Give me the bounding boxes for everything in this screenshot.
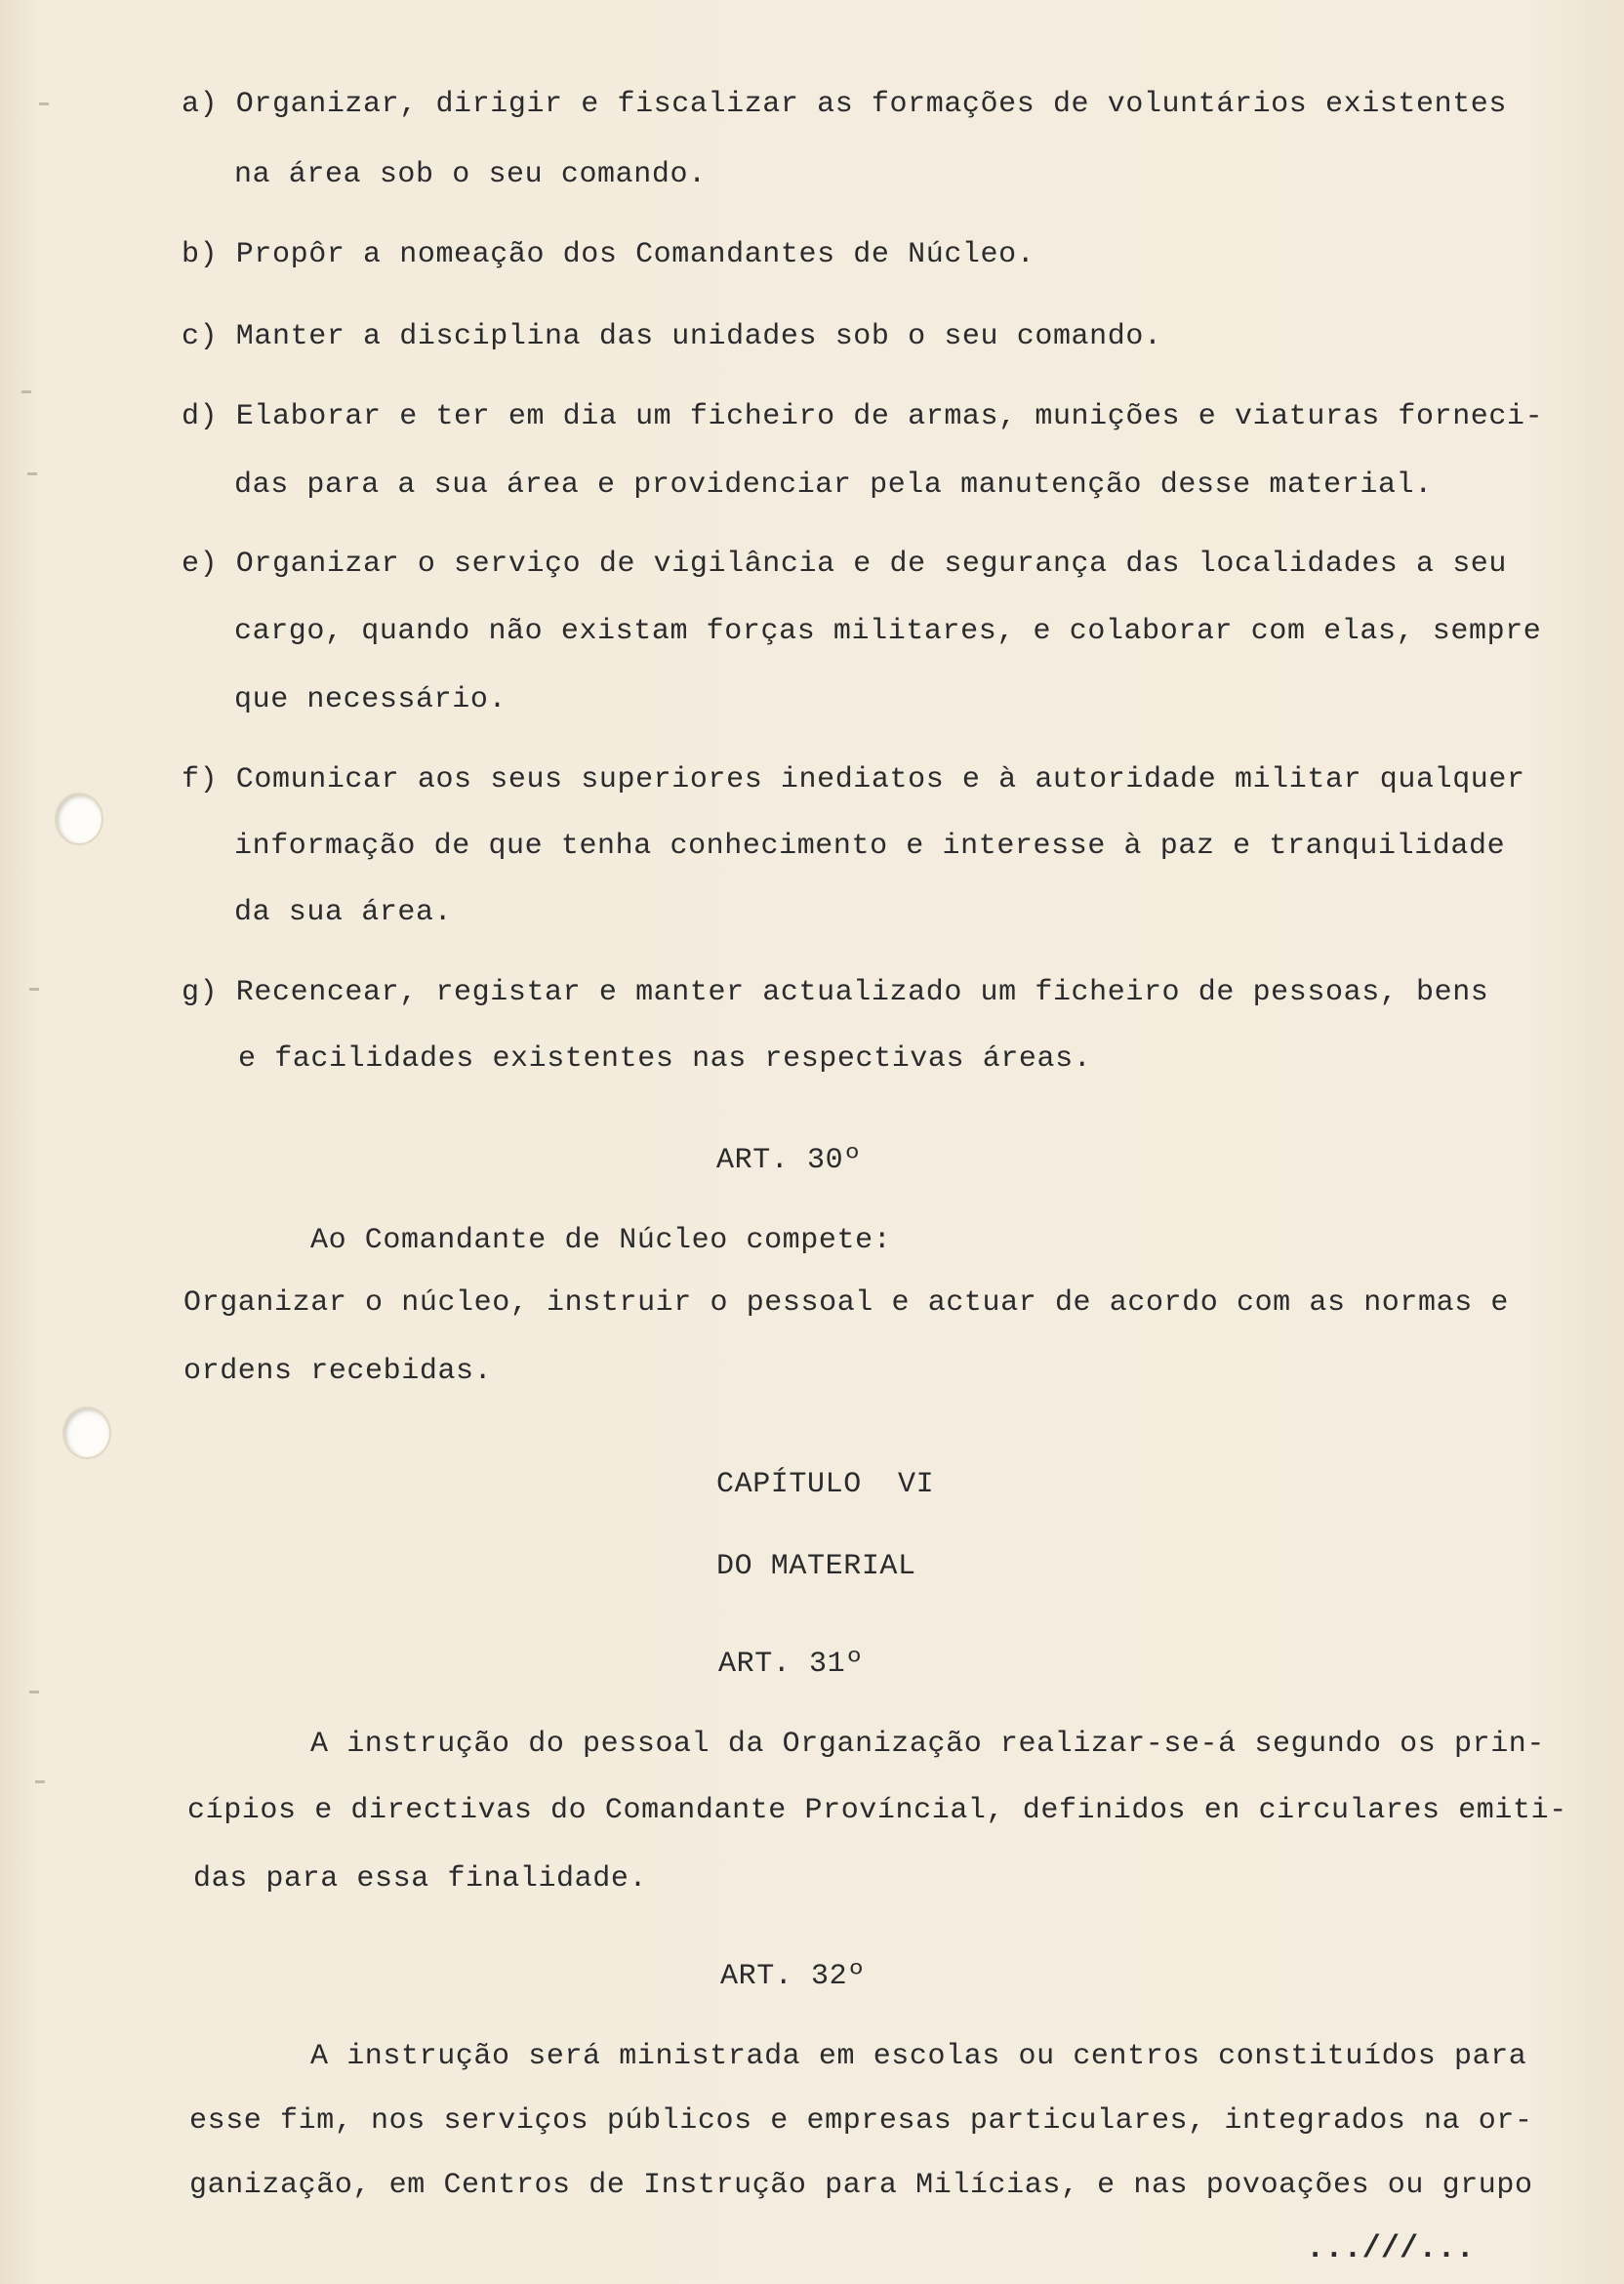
article-32-line-1: A instrução será ministrada em escolas ou centros constituídos para <box>310 2040 1527 2073</box>
article-31-line-3: das para essa finalidade. <box>193 1862 648 1896</box>
punch-hole-upper <box>57 795 102 843</box>
margin-mark <box>29 988 39 991</box>
item-g-line-2: e facilidades existentes nas respectivas áreas. <box>238 1042 1092 1076</box>
margin-mark <box>29 1691 39 1693</box>
item-e-line-3: que necessário. <box>234 683 508 716</box>
item-f-line-2: informação de que tenha conhecimento e interesse à paz e tranquilidade <box>234 830 1506 863</box>
article-31-heading: ART. 31º <box>718 1648 864 1681</box>
item-g-line-1: g) Recencear, registar e manter actualizado um ficheiro de pessoas, bens <box>182 976 1489 1009</box>
continuation-mark: ...///... <box>1306 2230 1475 2266</box>
article-30-line-3: ordens recebidas. <box>183 1355 493 1388</box>
article-32-line-3: ganização, em Centros de Instrução para Milícias, e nas povoações ou grupo <box>189 2169 1533 2202</box>
item-c-line-1: c) Manter a disciplina das unidades sob o seu comando. <box>182 320 1162 353</box>
article-32-line-2: esse fim, nos serviços públicos e empresas particulares, integrados na or- <box>189 2104 1533 2138</box>
item-b-line-1: b) Propôr a nomeação dos Comandantes de Núcleo. <box>182 238 1035 271</box>
item-e-line-2: cargo, quando não existam forças militares, e colaborar com elas, sempre <box>234 615 1542 648</box>
margin-mark <box>35 1780 45 1783</box>
article-30-line-2: Organizar o núcleo, instruir o pessoal e actuar de acordo com as normas e <box>183 1286 1510 1320</box>
item-f-line-3: da sua área. <box>234 896 453 929</box>
item-d-line-2: das para a sua área e providenciar pela manutenção desse material. <box>234 469 1433 502</box>
item-f-line-1: f) Comunicar aos seus superiores inediatos e à autoridade militar qualquer <box>182 763 1525 796</box>
article-32-heading: ART. 32º <box>720 1960 866 1993</box>
margin-mark <box>27 472 37 475</box>
margin-mark <box>39 102 49 105</box>
article-30-heading: ART. 30º <box>716 1144 862 1177</box>
article-31-line-1: A instrução do pessoal da Organização realizar-se-á segundo os prin- <box>310 1728 1545 1761</box>
chapter-title: DO MATERIAL <box>716 1550 916 1583</box>
article-30-line-1: Ao Comandante de Núcleo compete: <box>310 1224 892 1257</box>
margin-mark <box>21 390 31 393</box>
item-d-line-1: d) Elaborar e ter em dia um ficheiro de armas, munições e viaturas forneci- <box>182 400 1544 433</box>
article-31-line-2: cípios e directivas do Comandante Províncial, definidos en circulares emiti- <box>187 1794 1567 1827</box>
item-e-line-1: e) Organizar o serviço de vigilância e de segurança das localidades a seu <box>182 548 1508 581</box>
chapter-number: CAPÍTULO VI <box>716 1468 935 1501</box>
item-a-line-2: na área sob o seu comando. <box>234 158 707 191</box>
punch-hole-lower <box>64 1408 109 1457</box>
item-a-line-1: a) Organizar, dirigir e fiscalizar as formações de voluntários existentes <box>182 88 1508 121</box>
